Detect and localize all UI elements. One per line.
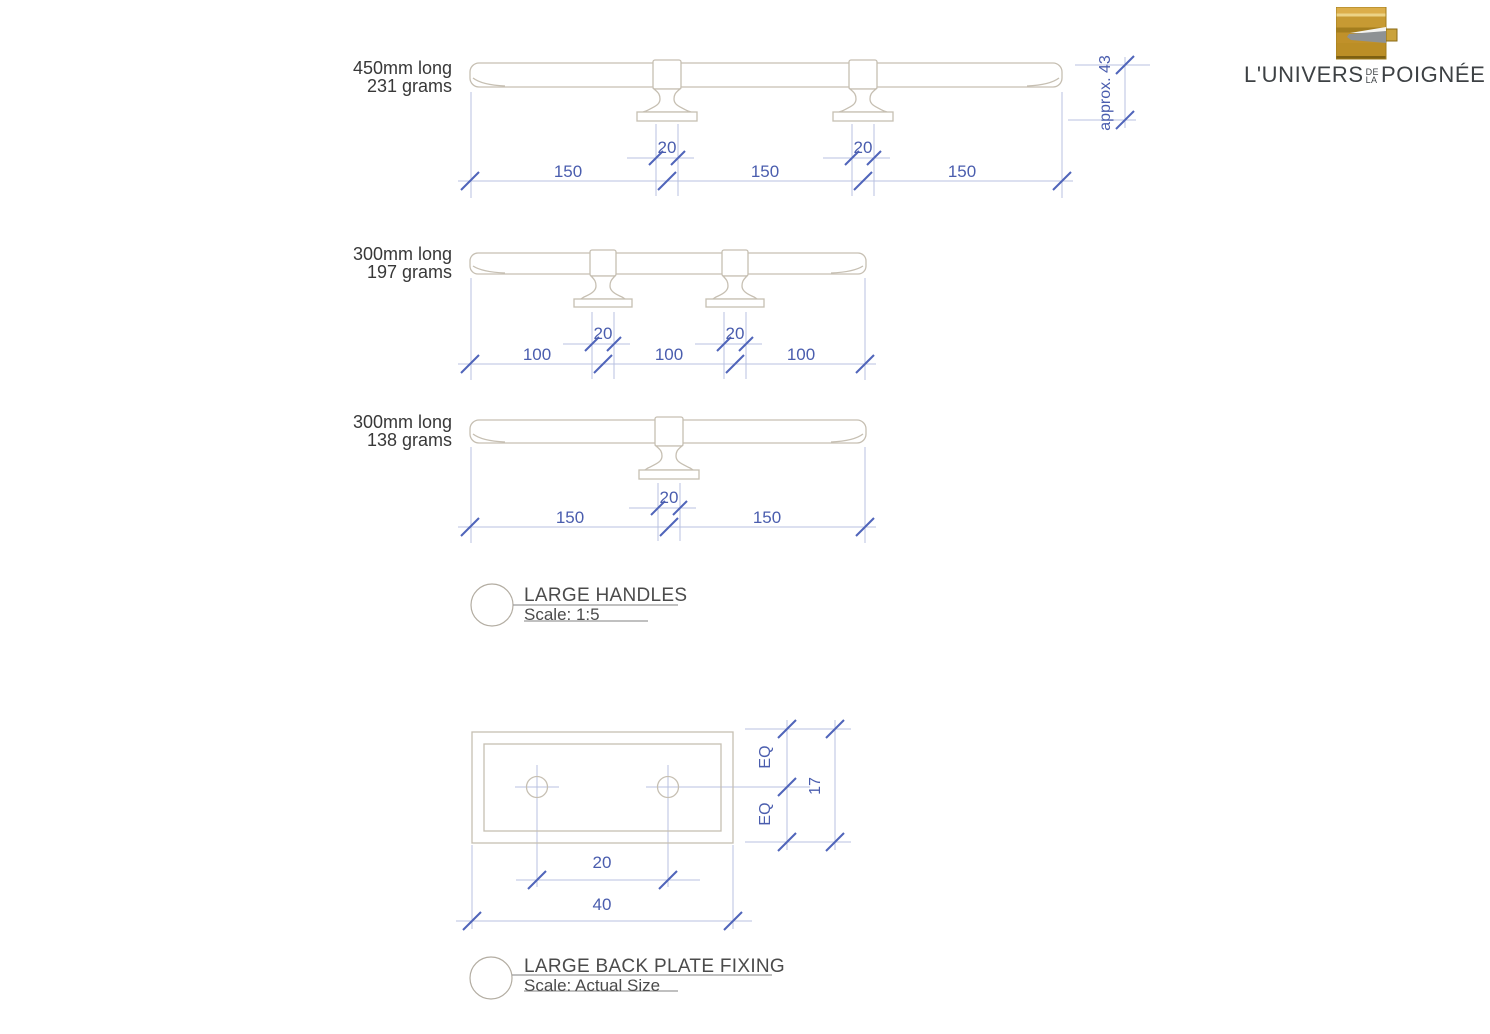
handle-300-138-label <box>320 413 452 449</box>
handle-300-197-length: 300mm long <box>352 244 452 264</box>
dim-450-left: 150 <box>553 162 583 181</box>
handle-300-138-weight: 138 grams <box>366 430 452 450</box>
handle-450-length: 450mm long <box>352 58 452 78</box>
brand-word-la: LA <box>1365 74 1378 85</box>
brand-wordmark <box>1244 62 1485 88</box>
dim-450-height: approx. 43 <box>1097 55 1114 131</box>
dim-backplate-height: 17 <box>807 777 824 795</box>
dim-backplate-hole-spacing: 20 <box>592 853 612 872</box>
brand-word-univers: L'UNIVERS <box>1244 62 1364 87</box>
brand-logo-icon <box>1336 7 1398 61</box>
dim-197-left: 100 <box>522 345 552 364</box>
large-handles-scale: Scale: 1:5 <box>524 605 600 624</box>
handle-450-bar <box>470 63 1062 87</box>
dim-backplate-width: 40 <box>592 895 612 914</box>
backplate-title: LARGE BACK PLATE FIXING <box>524 956 786 977</box>
brand-word-poignee: POIGNÉE <box>1380 62 1486 87</box>
dim-138-left: 150 <box>555 508 585 527</box>
dim-197-mid: 100 <box>654 345 684 364</box>
handle-300-197-weight: 197 grams <box>366 262 452 282</box>
door-spindle-tab <box>1386 29 1397 41</box>
dim-138-right: 150 <box>752 508 782 527</box>
dim-backplate-eq-top: EQ <box>757 745 774 769</box>
backplate-linework <box>456 720 851 930</box>
dim-138-post: 20 <box>659 488 679 507</box>
handle-450-label <box>320 59 452 95</box>
dim-450-post2: 20 <box>853 138 873 157</box>
backplate-scale: Scale: Actual Size <box>524 976 661 995</box>
brand-word-de: DE <box>1365 66 1379 77</box>
dim-197-post2: 20 <box>725 324 745 343</box>
dim-197-right: 100 <box>786 345 816 364</box>
dim-450-right: 150 <box>947 162 977 181</box>
handle-450-weight: 231 grams <box>366 76 452 96</box>
dim-197-post1: 20 <box>593 324 613 343</box>
dim-backplate-eq-bottom: EQ <box>757 802 774 826</box>
dim-450-mid: 150 <box>750 162 780 181</box>
handle-300-138-linework <box>458 417 876 543</box>
title-backplate-bubble <box>470 957 512 999</box>
dim-450-post1: 20 <box>657 138 677 157</box>
brand-word-dela <box>1366 67 1379 84</box>
handle-300-197-bar <box>470 253 866 274</box>
handle-300-138-length: 300mm long <box>352 412 452 432</box>
large-handles-title: LARGE HANDLES <box>524 585 688 606</box>
title-handles-bubble <box>471 584 513 626</box>
handle-300-197-label <box>320 245 452 281</box>
